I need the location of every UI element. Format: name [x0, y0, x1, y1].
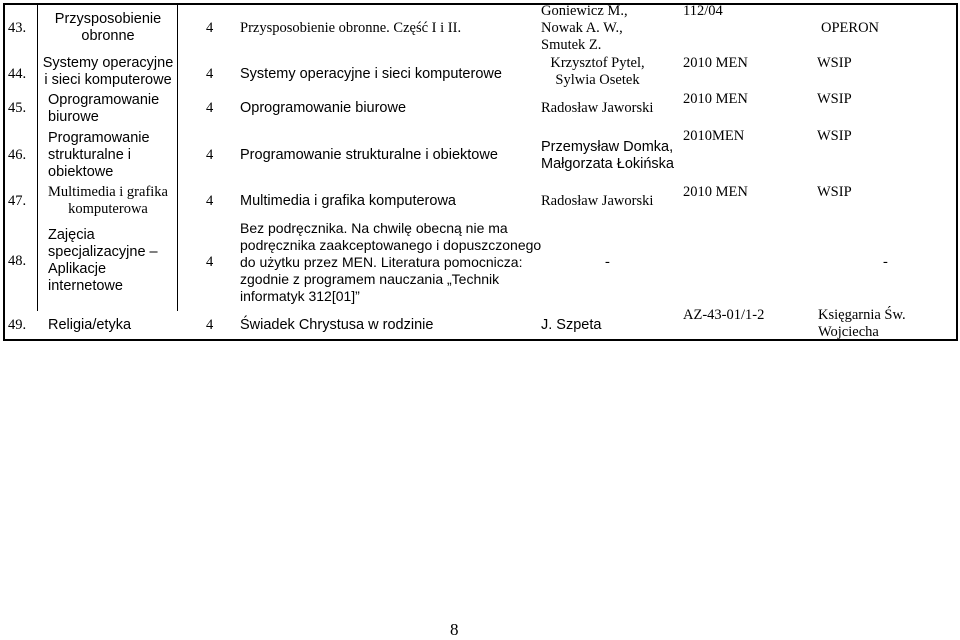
approval-number: 2010 MEN — [683, 91, 748, 107]
approval-number: 2010 MEN — [683, 184, 748, 200]
row-number: 43. — [8, 20, 27, 36]
textbook-note: Bez podręcznika. Na chwilę obecną nie ma podręcznika zaakceptowanego i dopuszczonego do użytku przez MEN. Literatura pomocnicza: zgodnie z programem nauczania „Technik informatyk 312[01]” — [240, 220, 542, 304]
hours: 4 — [206, 254, 214, 270]
hours: 4 — [206, 100, 214, 116]
page-number: 8 — [450, 620, 459, 639]
table-border-bottom — [3, 339, 958, 341]
publisher: - — [883, 254, 888, 270]
authors: J. Szpeta — [541, 317, 602, 333]
row-number: 45. — [8, 100, 27, 116]
column-divider — [37, 3, 38, 311]
approval-number: 2010MEN — [683, 128, 745, 144]
subject-name: Multimedia i grafika komputerowa — [48, 184, 168, 217]
hours: 4 — [206, 317, 214, 333]
hours: 4 — [206, 147, 214, 163]
subject-name: Systemy operacyjne i sieci komputerowe — [42, 55, 174, 88]
hours: 4 — [206, 193, 214, 209]
textbook-title: Świadek Chrystusa w rodzinie — [240, 317, 434, 333]
row-number: 44. — [8, 66, 27, 82]
publisher: WSIP — [817, 55, 852, 71]
authors: Radosław Jaworski — [541, 193, 654, 209]
textbook-title: Programowanie strukturalne i obiektowe — [240, 147, 498, 163]
textbook-title: Multimedia i grafika komputerowa — [240, 193, 456, 209]
row-number: 49. — [8, 317, 27, 333]
authors: Przemysław Domka, Małgorzata Łokińska — [541, 139, 674, 172]
approval-number: 2010 MEN — [683, 55, 748, 71]
textbook-title: Oprogramowanie biurowe — [240, 100, 407, 116]
table-border-right — [956, 3, 958, 341]
authors: Krzysztof Pytel, Sylwia Osetek — [550, 55, 645, 88]
subject-name: Przysposobienie obronne — [54, 11, 162, 44]
publisher: Księgarnia Św. Wojciecha — [818, 307, 906, 340]
subject-name: Oprogramowanie biurowe — [48, 92, 160, 125]
publisher: OPERON — [821, 20, 880, 36]
publisher: WSIP — [817, 128, 852, 144]
table-border-top — [3, 3, 958, 5]
publisher: WSIP — [817, 91, 852, 107]
row-number: 47. — [8, 193, 27, 209]
authors: Radosław Jaworski — [541, 100, 654, 116]
subject-name: Religia/etyka — [48, 317, 132, 333]
textbook-title: Przysposobienie obronne. Część I i II. — [240, 20, 462, 36]
hours: 4 — [206, 66, 214, 82]
approval-number: AZ-43-01/1-2 — [683, 307, 765, 323]
approval-number: - — [605, 254, 610, 270]
subject-name: Programowanie strukturalne i obiektowe — [48, 130, 150, 180]
textbook-title: Systemy operacyjne i sieci komputerowe — [240, 66, 502, 82]
authors: Goniewicz M., Nowak A. W., Smutek Z. — [541, 3, 628, 53]
hours: 4 — [206, 20, 214, 36]
table-border-left — [3, 3, 5, 341]
approval-number: 112/04 — [683, 3, 723, 19]
subject-name: Zajęcia specjalizacyjne – Aplikacje internetowe — [48, 227, 158, 294]
column-divider — [177, 3, 178, 311]
row-number: 48. — [8, 253, 27, 269]
row-number: 46. — [8, 147, 27, 163]
publisher: WSIP — [817, 184, 852, 200]
